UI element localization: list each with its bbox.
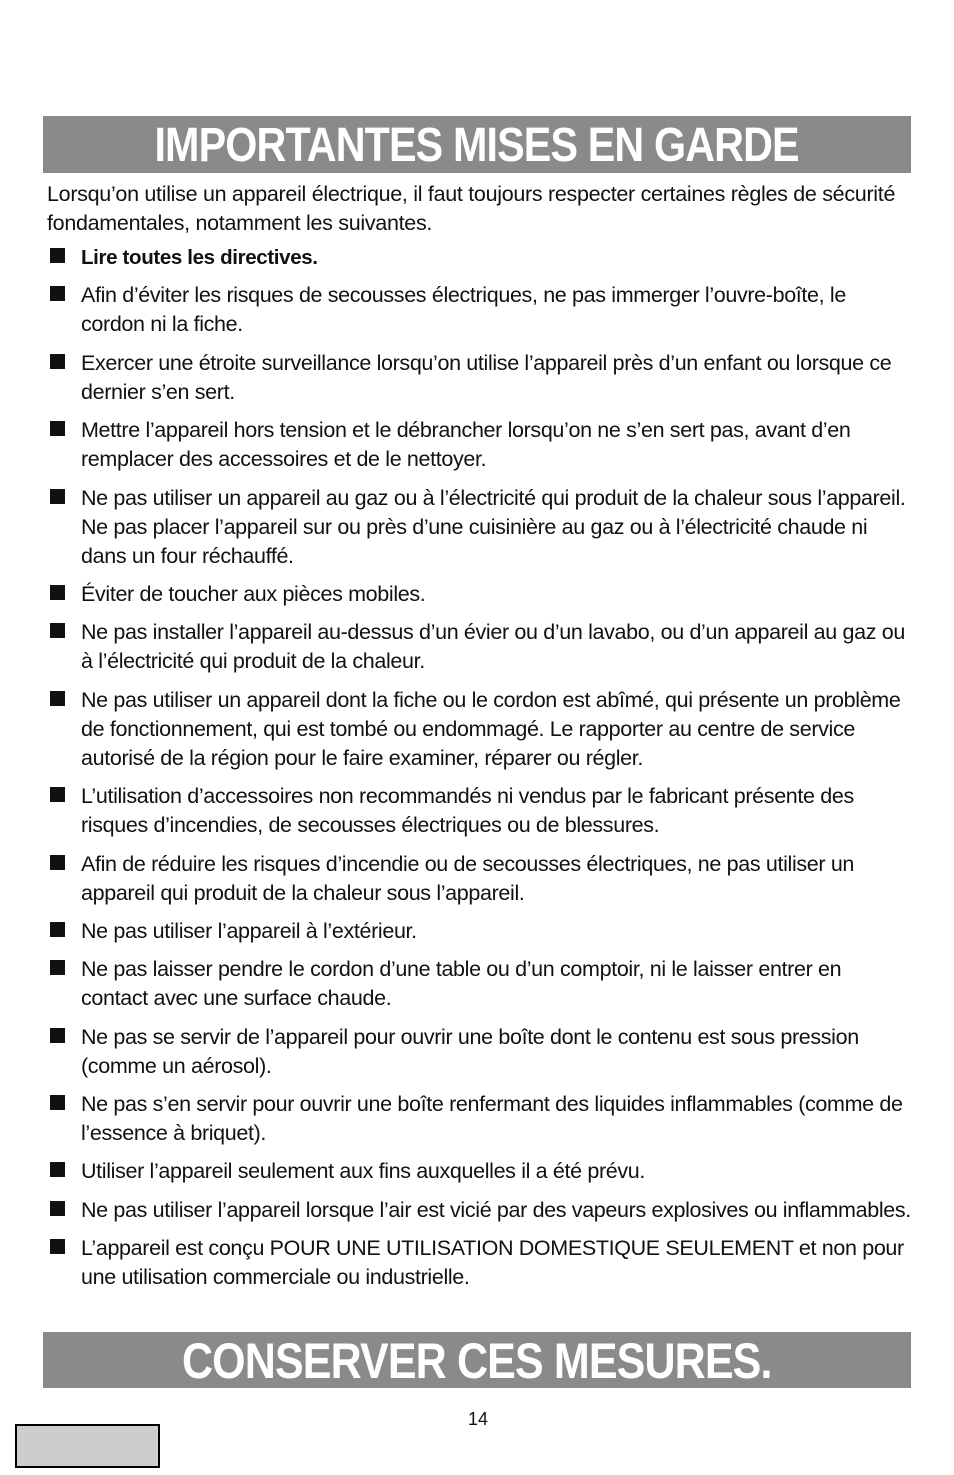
corner-box [15, 1424, 160, 1468]
footer-banner [43, 1332, 911, 1388]
list-item [47, 281, 913, 339]
list-item-text: Ne pas installer l’appareil au-dessus d’un évier ou d’un lavabo, ou d’un appareil au gaz ou à l’électricité qui produit de la chaleur. [81, 620, 905, 674]
square-bullet-icon [50, 960, 65, 975]
square-bullet-icon [50, 1028, 65, 1043]
header-banner [43, 116, 911, 173]
square-bullet-icon [50, 286, 65, 301]
list-item [47, 580, 913, 609]
list-item-text: Exercer une étroite surveillance lorsqu’on utilise l’appareil près d’un enfant ou lorsque ce dernier s’en sert. [81, 350, 892, 404]
list-item [47, 686, 913, 773]
list-item [47, 1234, 913, 1292]
square-bullet-icon [50, 1162, 65, 1177]
square-bullet-icon [50, 585, 65, 600]
safety-list [47, 243, 913, 1302]
square-bullet-icon [50, 421, 65, 436]
square-bullet-icon [50, 354, 65, 369]
list-item-text: Ne pas utiliser un appareil dont la fiche ou le cordon est abîmé, qui présente un problème de fonctionnement, qui est tombé ou endommagé. Le rapporter au centre de service autorisé de la région pour le faire examiner, réparer ou régler. [81, 687, 901, 770]
list-item [47, 1023, 913, 1081]
list-item-text: Lire toutes les directives. [81, 246, 318, 269]
page-title: IMPORTANTES MISES EN GARDE [154, 119, 800, 172]
list-item [47, 850, 913, 908]
square-bullet-icon [50, 922, 65, 937]
list-item-text: Éviter de toucher aux pièces mobiles. [81, 581, 426, 606]
list-item-text: Afin de réduire les risques d’incendie ou de secousses électriques, ne pas utiliser un appareil qui produit de la chaleur sous l’appareil. [81, 851, 855, 905]
list-item-text: Ne pas utiliser l’appareil lorsque l’air est vicié par des vapeurs explosives ou inflammables. [81, 1197, 911, 1222]
list-item-text: Ne pas laisser pendre le cordon d’une table ou d’un comptoir, ni le laisser entrer en contact avec une surface chaude. [81, 957, 842, 1011]
list-item [47, 917, 913, 946]
list-item [47, 782, 913, 840]
list-item [47, 1090, 913, 1148]
list-item-text: Ne pas utiliser un appareil au gaz ou à l’électricité qui produit de la chaleur sous l’appareil. Ne pas placer l’appareil sur ou près d’une cuisinière au gaz ou à l’électricité chaude ni dans un four réchauffé. [81, 485, 906, 568]
list-item-text: Mettre l’appareil hors tension et le débrancher lorsqu’on ne s’en sert pas, avant d’en remplacer des accessoires et de le nettoyer. [81, 418, 851, 472]
square-bullet-icon [50, 489, 65, 504]
list-item [47, 243, 913, 272]
list-item-text: L’utilisation d’accessoires non recommandés ni vendus par le fabricant présente des risques d’incendies, de secousses électriques ou de blessures. [81, 784, 854, 838]
list-item-text: Afin d’éviter les risques de secousses électriques, ne pas immerger l’ouvre-boîte, le cordon ni la fiche. [81, 283, 846, 337]
square-bullet-icon [50, 623, 65, 638]
footer-title: CONSERVER CES MESURES. [182, 1333, 772, 1388]
square-bullet-icon [50, 1201, 65, 1216]
list-item-text: L’appareil est conçu POUR UNE UTILISATION DOMESTIQUE SEULEMENT et non pour une utilisation commerciale ou industrielle. [81, 1236, 904, 1290]
list-item-text: Ne pas se servir de l’appareil pour ouvrir une boîte dont le contenu est sous pression (comme un aérosol). [81, 1024, 859, 1078]
square-bullet-icon [50, 855, 65, 870]
square-bullet-icon [50, 691, 65, 706]
list-item-text: Utiliser l’appareil seulement aux fins auxquelles il a été prévu. [81, 1159, 646, 1184]
list-item [47, 955, 913, 1013]
list-item [47, 484, 913, 571]
list-item-text: Ne pas s’en servir pour ouvrir une boîte renfermant des liquides inflammables (comme de l’essence à briquet). [81, 1092, 903, 1146]
square-bullet-icon [50, 1239, 65, 1254]
list-item [47, 1196, 913, 1225]
list-item [47, 1157, 913, 1186]
square-bullet-icon [50, 248, 65, 263]
list-item [47, 618, 913, 676]
list-item [47, 416, 913, 474]
square-bullet-icon [50, 787, 65, 802]
intro-paragraph: Lorsqu’on utilise un appareil électrique, il faut toujours respecter certaines règles de sécurité fondamentales, notamment les suivantes. [47, 182, 896, 235]
page-number: 14 [467, 1409, 489, 1429]
list-item [47, 349, 913, 407]
square-bullet-icon [50, 1095, 65, 1110]
list-item-text: Ne pas utiliser l’appareil à l’extérieur. [81, 918, 417, 943]
